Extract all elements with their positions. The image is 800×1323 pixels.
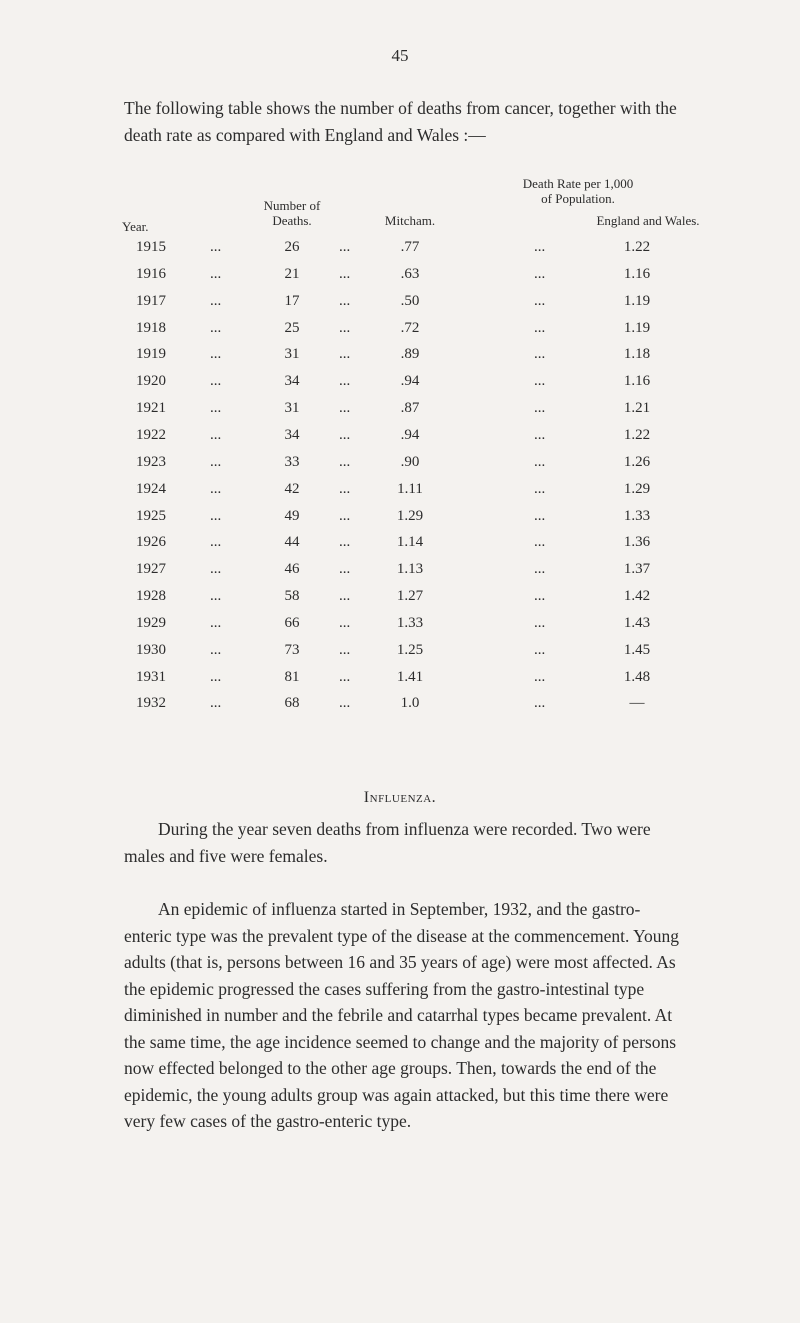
- leader-dots: ...: [534, 400, 546, 417]
- leader-dots: ...: [534, 534, 546, 551]
- leader-dots: ...: [534, 453, 546, 470]
- leader-dots: ...: [534, 265, 546, 282]
- leader-dots: ...: [210, 507, 222, 524]
- deaths-cell: 73: [284, 641, 300, 658]
- section-heading-influenza: [0, 789, 800, 807]
- mitcham-rate-cell: 1.29: [396, 507, 424, 524]
- england-wales-rate-cell: 1.22: [623, 426, 651, 443]
- mitcham-rate-cell: 1.11: [397, 480, 423, 497]
- table-row: [0, 346, 800, 372]
- deaths-cell: 34: [284, 426, 300, 443]
- leader-dots: ...: [339, 265, 351, 282]
- england-wales-rate-cell: 1.19: [623, 292, 651, 309]
- mitcham-rate-cell: .89: [400, 346, 420, 363]
- leader-dots: ...: [534, 480, 546, 497]
- year-cell: 1932: [136, 695, 166, 712]
- header-number-of: Number of: [263, 198, 321, 213]
- leader-dots: ...: [534, 239, 546, 255]
- mitcham-rate-cell: .90: [400, 453, 420, 470]
- england-wales-rate-cell: 1.22: [623, 239, 651, 255]
- deaths-cell: 31: [284, 400, 300, 417]
- leader-dots: ...: [534, 426, 546, 443]
- table-row: [0, 266, 800, 292]
- england-wales-rate-cell: 1.42: [623, 588, 651, 605]
- leader-dots: ...: [210, 400, 222, 417]
- leader-dots: ...: [210, 346, 222, 363]
- leader-dots: ...: [339, 346, 351, 363]
- leader-dots: ...: [339, 239, 351, 255]
- mitcham-rate-cell: .77: [400, 239, 420, 255]
- leader-dots: ...: [339, 319, 351, 336]
- leader-dots: ...: [534, 346, 546, 363]
- leader-dots: ...: [339, 400, 351, 417]
- leader-dots: ...: [339, 668, 351, 685]
- leader-dots: ...: [339, 373, 351, 390]
- deaths-cell: 34: [284, 373, 300, 390]
- leader-dots: ...: [210, 265, 222, 282]
- mitcham-rate-cell: 1.14: [396, 534, 424, 551]
- leader-dots: ...: [339, 641, 351, 658]
- mitcham-rate-cell: 1.27: [396, 588, 424, 605]
- england-wales-rate-cell: 1.21: [623, 400, 651, 417]
- england-wales-rate-cell: 1.45: [623, 641, 651, 658]
- table-row: [0, 615, 800, 641]
- leader-dots: ...: [339, 534, 351, 551]
- leader-dots: ...: [534, 614, 546, 631]
- leader-dots: ...: [210, 426, 222, 443]
- deaths-cell: 42: [284, 480, 300, 497]
- year-cell: 1921: [136, 400, 166, 417]
- influenza-heading: Influenza.: [363, 789, 437, 806]
- england-wales-rate-cell: 1.43: [623, 614, 651, 631]
- year-cell: 1931: [136, 668, 166, 685]
- mitcham-rate-cell: 1.13: [396, 561, 424, 578]
- leader-dots: ...: [339, 614, 351, 631]
- leader-dots: ...: [339, 695, 351, 712]
- year-cell: 1919: [136, 346, 166, 363]
- leader-dots: ...: [210, 668, 222, 685]
- deaths-cell: 21: [284, 265, 300, 282]
- mitcham-rate-cell: .94: [400, 426, 420, 443]
- deaths-cell: 81: [284, 668, 300, 685]
- deaths-cell: 68: [284, 695, 300, 712]
- header-deaths: Deaths.: [272, 213, 312, 228]
- header-of-population: of Population.: [541, 191, 615, 206]
- year-cell: 1927: [136, 561, 166, 578]
- leader-dots: ...: [339, 507, 351, 524]
- table-row: [0, 695, 800, 721]
- table-row: [0, 508, 800, 534]
- england-wales-rate-cell: 1.48: [623, 668, 651, 685]
- deaths-cell: 31: [284, 346, 300, 363]
- header-mitcham: Mitcham.: [384, 213, 436, 228]
- leader-dots: ...: [534, 695, 546, 712]
- leader-dots: ...: [339, 561, 351, 578]
- leader-dots: ...: [210, 373, 222, 390]
- mitcham-rate-cell: 1.33: [396, 614, 424, 631]
- table-row: [0, 373, 800, 399]
- year-cell: 1924: [136, 480, 166, 497]
- leader-dots: ...: [339, 453, 351, 470]
- england-wales-rate-cell: 1.26: [623, 453, 651, 470]
- table-row: [0, 588, 800, 614]
- table-row: [0, 642, 800, 668]
- leader-dots: ...: [210, 695, 222, 712]
- leader-dots: ...: [339, 426, 351, 443]
- deaths-cell: 46: [284, 561, 300, 578]
- deaths-cell: 66: [284, 614, 300, 631]
- mitcham-rate-cell: .72: [400, 319, 420, 336]
- year-cell: 1922: [136, 426, 166, 443]
- table-row: [0, 454, 800, 480]
- mitcham-rate-cell: 1.25: [396, 641, 424, 658]
- mitcham-rate-cell: .50: [400, 292, 420, 309]
- leader-dots: ...: [534, 641, 546, 658]
- leader-dots: ...: [534, 507, 546, 524]
- influenza-paragraph-2: An epidemic of influenza started in September, 1932, and the gastro-enteric type was the prevalent type of the disease at the commencement. Young adults (that is, persons between 16 and 35 years of age) were most affected. As the epidemic progressed the cases suffering from the gastro-intestinal type diminished in number and the febrile and catarrhal types became prevalent. At the same time, the age incidence seemed to change and the majority of persons now effected belonged to the other age groups. Then, towards the end of the epidemic, the young adults group was again attacked, but this time there were very few cases of the gastro-enteric type.: [124, 899, 679, 1131]
- england-wales-rate-cell: 1.16: [623, 373, 651, 390]
- leader-dots: ...: [339, 480, 351, 497]
- table-row: [0, 669, 800, 695]
- leader-dots: ...: [534, 668, 546, 685]
- year-cell: 1917: [136, 292, 166, 309]
- table-row: [0, 481, 800, 507]
- england-wales-rate-cell: 1.16: [623, 265, 651, 282]
- england-wales-rate-cell: 1.19: [623, 319, 651, 336]
- deaths-cell: 17: [284, 292, 300, 309]
- header-death-rate: Death Rate per 1,000: [522, 176, 634, 191]
- year-cell: 1928: [136, 588, 166, 605]
- deaths-cell: 33: [284, 453, 300, 470]
- leader-dots: ...: [210, 534, 222, 551]
- table-row: [0, 400, 800, 426]
- table-row: [0, 534, 800, 560]
- deaths-cell: 49: [284, 507, 300, 524]
- year-cell: 1923: [136, 453, 166, 470]
- table-row: [0, 561, 800, 587]
- england-wales-rate-cell: 1.36: [623, 534, 651, 551]
- deaths-cell: 25: [284, 319, 300, 336]
- england-wales-rate-cell: 1.18: [623, 346, 651, 363]
- mitcham-rate-cell: .87: [400, 400, 420, 417]
- leader-dots: ...: [210, 319, 222, 336]
- leader-dots: ...: [339, 588, 351, 605]
- mitcham-rate-cell: 1.0: [400, 695, 420, 712]
- leader-dots: ...: [210, 641, 222, 658]
- leader-dots: ...: [534, 373, 546, 390]
- deaths-cell: 26: [284, 239, 300, 255]
- england-wales-rate-cell: 1.37: [623, 561, 651, 578]
- england-wales-rate-cell: 1.29: [623, 480, 651, 497]
- year-cell: 1926: [136, 534, 166, 551]
- leader-dots: ...: [339, 292, 351, 309]
- year-cell: 1930: [136, 641, 166, 658]
- table-row: [0, 293, 800, 319]
- table-row: [0, 427, 800, 453]
- header-england-wales: England and Wales.: [596, 213, 700, 228]
- leader-dots: ...: [534, 319, 546, 336]
- mitcham-rate-cell: .94: [400, 373, 420, 390]
- intro-paragraph: The following table shows the number of deaths from cancer, together with the death rate as compared with England and Wales :—: [124, 98, 677, 145]
- leader-dots: ...: [534, 588, 546, 605]
- leader-dots: ...: [534, 292, 546, 309]
- leader-dots: ...: [210, 292, 222, 309]
- leader-dots: ...: [210, 480, 222, 497]
- year-cell: 1918: [136, 319, 166, 336]
- year-cell: 1929: [136, 614, 166, 631]
- year-cell: 1920: [136, 373, 166, 390]
- mitcham-rate-cell: 1.41: [396, 668, 424, 685]
- leader-dots: ...: [210, 453, 222, 470]
- leader-dots: ...: [534, 561, 546, 578]
- leader-dots: ...: [210, 239, 222, 255]
- england-wales-rate-cell: —: [629, 695, 645, 712]
- leader-dots: ...: [210, 614, 222, 631]
- leader-dots: ...: [210, 561, 222, 578]
- leader-dots: ...: [210, 588, 222, 605]
- influenza-paragraph-1: During the year seven deaths from influenza were recorded. Two were males and five were females.: [124, 819, 651, 866]
- page-number: 45: [391, 46, 409, 65]
- table-row: [0, 239, 800, 265]
- mitcham-rate-cell: .63: [400, 265, 420, 282]
- year-cell: 1916: [136, 265, 166, 282]
- year-cell: 1925: [136, 507, 166, 524]
- year-cell: 1915: [136, 239, 166, 255]
- deaths-cell: 58: [284, 588, 300, 605]
- deaths-cell: 44: [284, 534, 300, 551]
- header-year: Year.: [122, 219, 149, 234]
- england-wales-rate-cell: 1.33: [623, 507, 651, 524]
- table-row: [0, 320, 800, 346]
